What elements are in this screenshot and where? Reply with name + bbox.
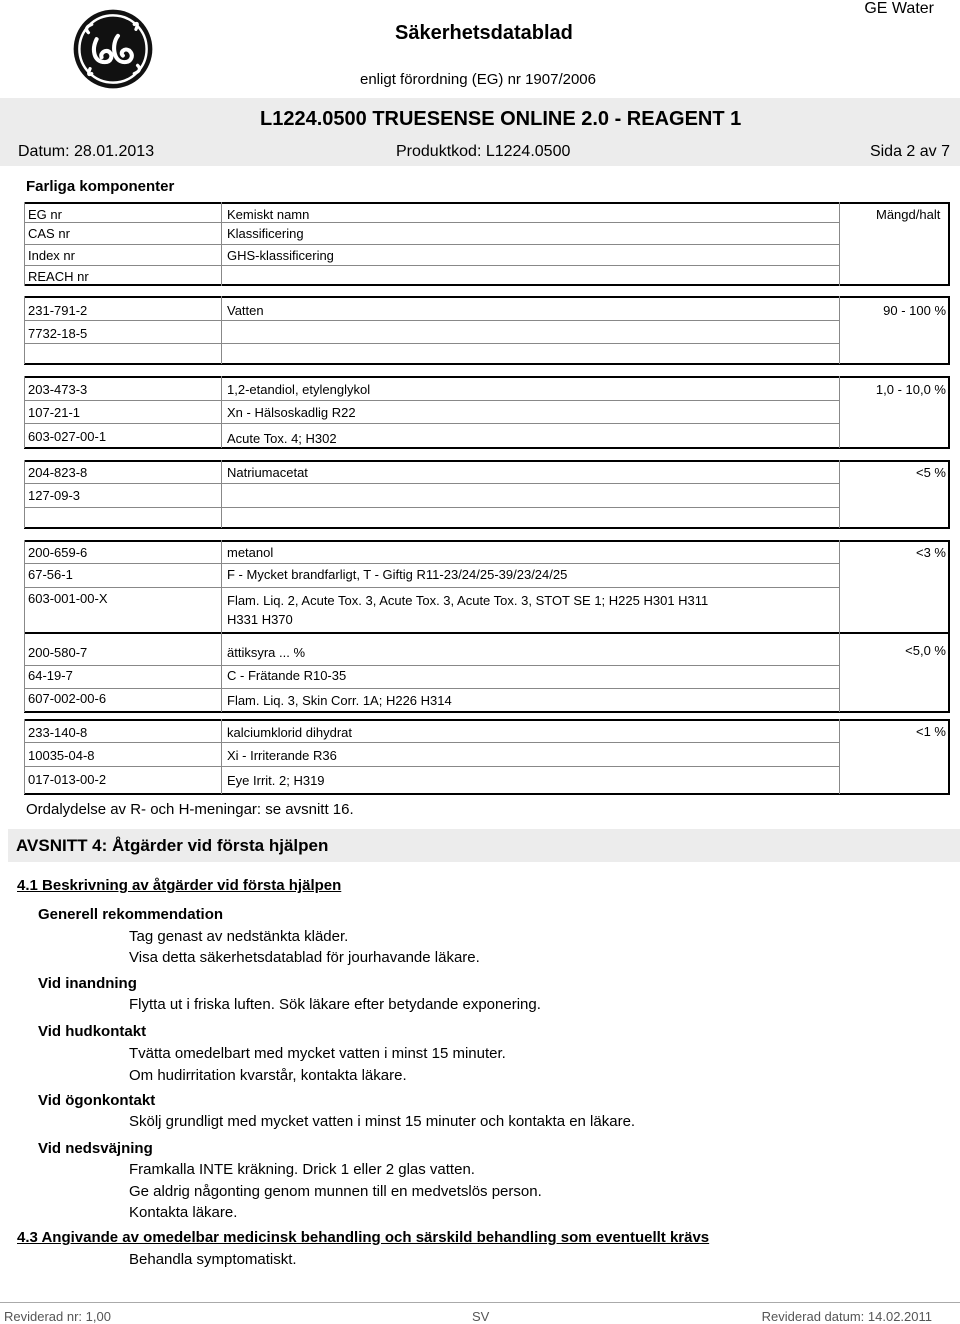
subsection-heading: 4.1 Beskrivning av åtgärder vid första hjälpen	[17, 877, 342, 894]
table-row-eg: 204-823-8	[28, 465, 88, 480]
components-label: Farliga komponenter	[26, 178, 175, 195]
group-text: Skölj grundligt med mycket vatten i minst 15 minuter och kontakta en läkare.	[129, 1113, 636, 1130]
ge-logo-icon	[72, 8, 154, 90]
table-row-class: Xn - Hälsoskadlig R22	[227, 405, 356, 420]
group-label: Vid hudkontakt	[38, 1023, 147, 1040]
table-row-eg: 200-580-7	[28, 645, 88, 660]
col-amount: Mängd/halt	[876, 207, 941, 222]
group-label: Generell rekommendation	[38, 906, 224, 923]
table-row-ghs: Flam. Liq. 3, Skin Corr. 1A; H226 H314	[227, 693, 452, 708]
col-ghs: GHS-klassificering	[227, 248, 334, 263]
subsection-heading: 4.3 Angivande av omedelbar medicinsk behandling och särskild behandling som eventuellt krävs	[17, 1229, 710, 1246]
footer-divider	[0, 1302, 960, 1303]
group-text: Tag genast av nedstänkta kläder.	[129, 928, 349, 945]
table-row-name: metanol	[227, 545, 274, 560]
group-text: Tvätta omedelbart med mycket vatten i minst 15 minuter.	[129, 1045, 506, 1062]
table-row-ghs: Eye Irrit. 2; H319	[227, 773, 325, 788]
col-index: Index nr	[28, 248, 75, 263]
brand-name: GE Water	[864, 0, 934, 17]
group-text: Kontakta läkare.	[129, 1204, 238, 1221]
group-text: Ge aldrig någonting genom munnen till en medvetslös person.	[129, 1183, 542, 1200]
table-row-amount: <3 %	[916, 545, 946, 560]
table-row-index: 603-027-00-1	[28, 429, 107, 444]
section-title: AVSNITT 4: Åtgärder vid första hjälpen	[16, 836, 329, 855]
table-row-cas: 127-09-3	[28, 488, 81, 503]
table-row-amount: 90 - 100 %	[883, 303, 946, 318]
page-number: Sida 2 av 7	[869, 143, 950, 160]
col-cas: CAS nr	[28, 226, 70, 241]
table-row-cas: 7732-18-5	[28, 326, 88, 341]
table-row-class: Xi - Irriterande R36	[227, 748, 337, 763]
components-footnote: Ordalydelse av R- och H-meningar: se avsnitt 16.	[26, 801, 354, 818]
language-code: SV	[472, 1309, 490, 1324]
subsection-text: Behandla symptomatiskt.	[129, 1251, 297, 1268]
table-row-index: 607-002-00-6	[28, 691, 107, 706]
table-row-name: Vatten	[227, 303, 264, 318]
table-row-cas: 67-56-1	[28, 567, 73, 582]
col-eg: EG nr	[28, 207, 62, 222]
table-row-cas: 107-21-1	[28, 405, 81, 420]
table-row-amount: 1,0 - 10,0 %	[875, 382, 946, 397]
document-date: Datum: 28.01.2013	[18, 143, 155, 160]
table-row-eg: 231-791-2	[28, 303, 88, 318]
table-row-eg: 233-140-8	[28, 725, 88, 740]
document-title: Säkerhetsdatablad	[395, 22, 573, 44]
table-row-eg: 203-473-3	[28, 382, 88, 397]
product-code: Produktkod: L1224.0500	[396, 143, 571, 160]
table-row-name: 1,2-etandiol, etylenglykol	[227, 382, 371, 397]
table-row-amount: <1 %	[916, 724, 946, 739]
table-row-index: 017-013-00-2	[28, 772, 107, 787]
group-label: Vid nedsväjning	[38, 1140, 153, 1157]
table-row-amount: <5 %	[916, 465, 946, 480]
group-text: Visa detta säkerhetsdatablad för jourhavande läkare.	[129, 949, 480, 966]
group-text: Om hudirritation kvarstår, kontakta läkare.	[129, 1067, 407, 1084]
table-row-cas: 64-19-7	[28, 668, 73, 683]
table-row-name: ättiksyra ... %	[227, 645, 306, 660]
revision-number: Reviderad nr: 1,00	[4, 1309, 111, 1324]
table-row-ghs-cont: H331 H370	[227, 612, 293, 627]
table-row-cas: 10035-04-8	[28, 748, 95, 763]
table-row-ghs: Flam. Liq. 2, Acute Tox. 3, Acute Tox. 3, Acute Tox. 3, STOT SE 1; H225 H301 H311	[227, 593, 709, 608]
col-name: Kemiskt namn	[227, 207, 310, 222]
table-row-amount: <5,0 %	[905, 643, 946, 658]
table-row-index: 603-001-00-X	[28, 591, 108, 606]
table-row-class: C - Frätande R10-35	[227, 668, 347, 683]
group-text: Framkalla INTE kräkning. Drick 1 eller 2 glas vatten.	[129, 1161, 475, 1178]
table-row-class: F - Mycket brandfarligt, T - Giftig R11-23/24/25-39/23/24/25	[227, 567, 568, 582]
product-name: L1224.0500 TRUESENSE ONLINE 2.0 - REAGENT 1	[260, 108, 742, 130]
col-class: Klassificering	[227, 226, 304, 241]
group-label: Vid inandning	[38, 975, 137, 992]
col-reach: REACH nr	[28, 269, 89, 284]
table-row-eg: 200-659-6	[28, 545, 88, 560]
table-row-name: Natriumacetat	[227, 465, 308, 480]
document-subtitle: enligt förordning (EG) nr 1907/2006	[360, 71, 596, 88]
table-row-name: kalciumklorid dihydrat	[227, 725, 352, 740]
group-label: Vid ögonkontakt	[38, 1092, 156, 1109]
group-text: Flytta ut i friska luften. Sök läkare efter betydande exponering.	[129, 996, 541, 1013]
revision-date: Reviderad datum: 14.02.2011	[761, 1309, 932, 1324]
table-row-ghs: Acute Tox. 4; H302	[227, 431, 337, 446]
